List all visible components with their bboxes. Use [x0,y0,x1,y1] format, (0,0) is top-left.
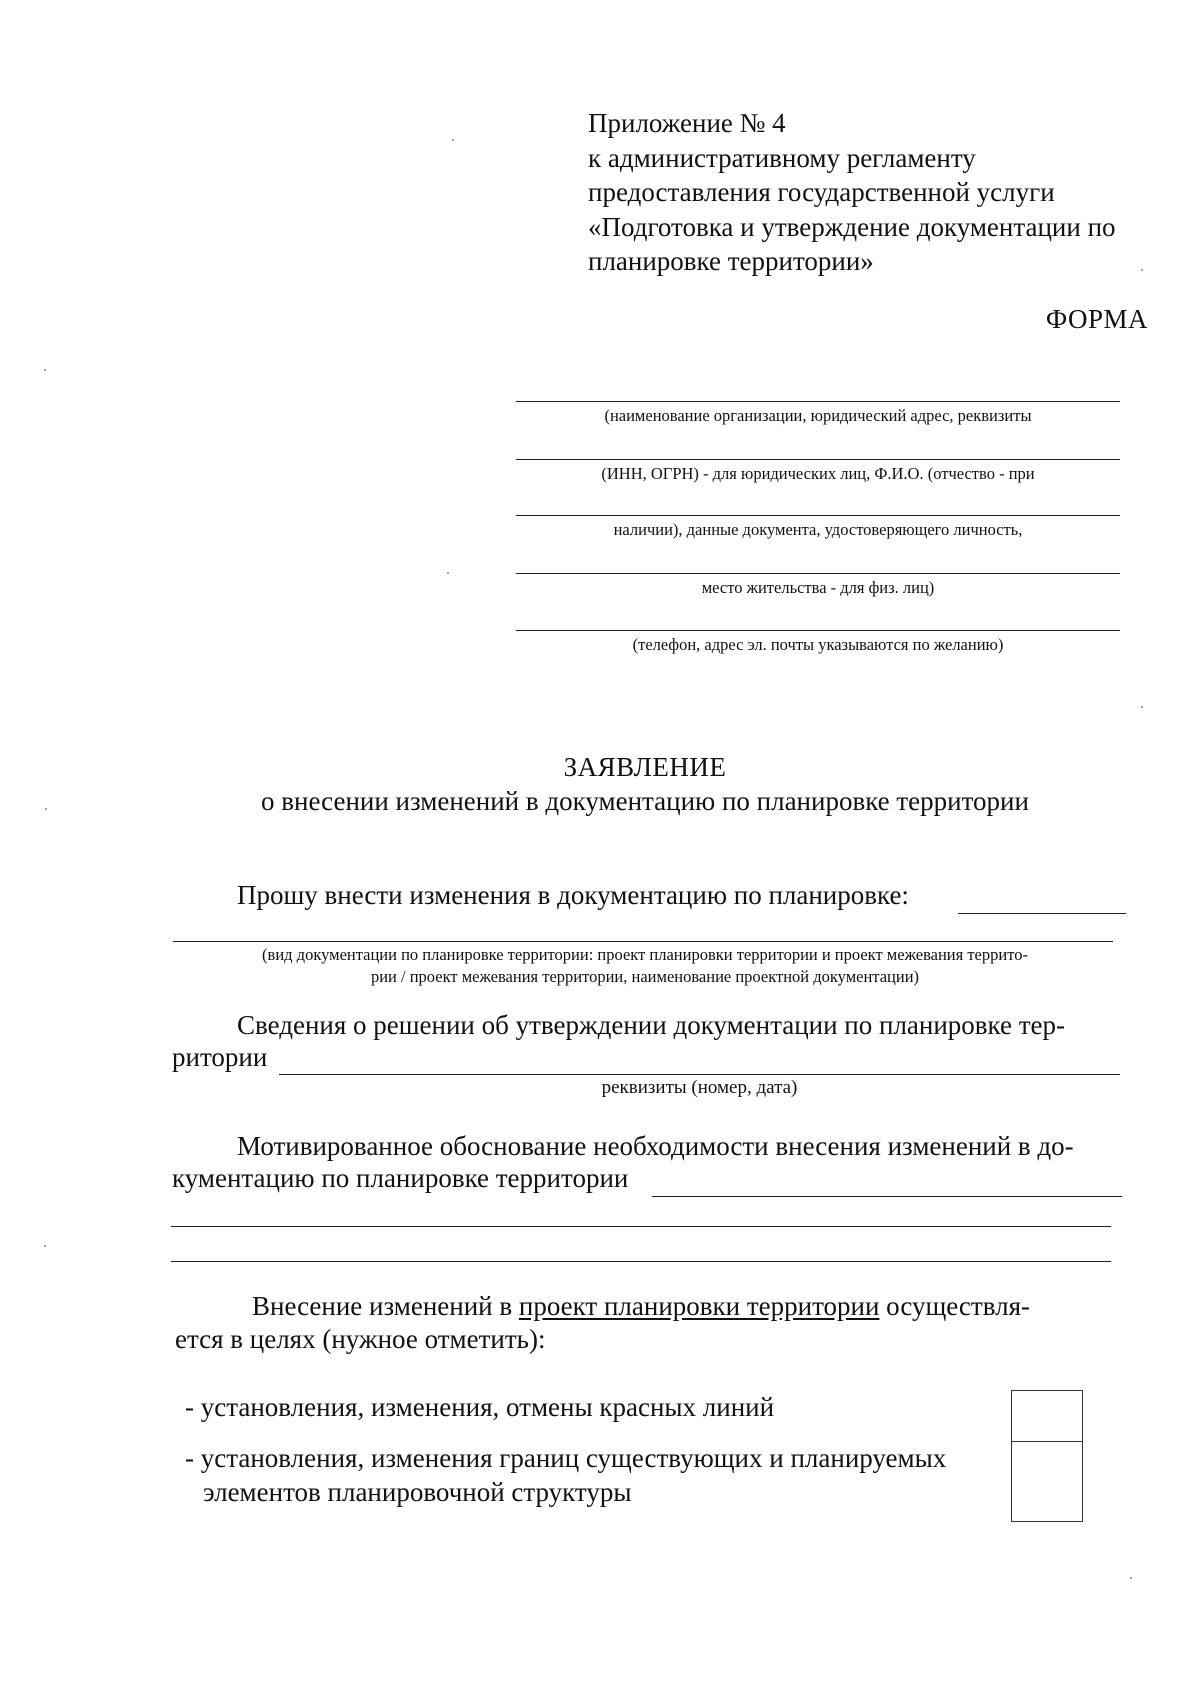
request-hint: рии / проект межевания территории, наименование проектной документации) [370,967,920,986]
applicant-field-line[interactable] [516,401,1120,402]
purpose-text-2: ется в целях (нужное отметить): [175,1324,546,1354]
appendix-line: планировке территории» [588,246,874,276]
scan-speck [44,369,46,371]
appendix-line: Приложение № 4 [588,108,786,138]
request-hint: (вид документации по планировке территории: проект планировки территории и проект межевания террито- [262,945,1028,964]
applicant-hint: (телефон, адрес эл. почты указываются по желанию) [632,635,1004,654]
option-checkbox-boundaries[interactable] [1011,1441,1083,1522]
appendix-header [588,106,1116,279]
applicant-hint: (наименование организации, юридический адрес, реквизиты [604,406,1032,425]
form-label: ФОРМА [1045,304,1148,334]
motivation-field-line[interactable] [652,1196,1122,1197]
scan-speck [44,1245,46,1247]
applicant-hint: наличии), данные документа, удостоверяющего личность, [613,520,1023,539]
decision-field-line[interactable] [279,1074,1120,1075]
motivation-text: кументацию по планировке территории [172,1163,629,1193]
applicant-field-line[interactable] [516,515,1120,516]
purpose-prefix: Внесение изменений в [252,1291,519,1321]
applicant-field-line[interactable] [516,459,1120,460]
scan-speck [45,808,47,810]
decision-text: ритории [172,1042,268,1072]
option-label: - установления, изменения, отмены красных линий [185,1392,775,1422]
scan-speck [1141,706,1143,708]
document-subtitle: о внесении изменений в документацию по планировке территории [261,786,1029,816]
purpose-text [252,1291,1030,1322]
scan-speck [1141,269,1143,271]
option-label: - установления, изменения границ существующих и планируемых [185,1443,947,1473]
scan-speck [447,572,449,574]
option-checkbox-red-lines[interactable] [1011,1390,1083,1444]
appendix-line: к административному регламенту [588,142,976,173]
applicant-hint: место жительства - для физ. лиц) [701,578,935,597]
purpose-underlined: проект планировки территории [518,1291,880,1321]
decision-hint: реквизиты (номер, дата) [601,1077,798,1098]
scan-speck [1130,1577,1132,1579]
scan-speck [452,139,454,141]
applicant-field-line[interactable] [516,573,1120,574]
request-text: Прошу внести изменения в документацию по планировке: [237,880,909,910]
decision-text: Сведения о решении об утверждении документации по планировке тер- [237,1010,1066,1040]
option-label: элементов планировочной структуры [203,1477,632,1507]
document-title: ЗАЯВЛЕНИЕ [563,752,727,782]
purpose-suffix: осуществля- [879,1291,1030,1321]
motivation-field-line[interactable] [171,1226,1111,1227]
applicant-hint: (ИНН, ОГРН) - для юридических лиц, Ф.И.О. (отчество - при [601,464,1035,483]
request-field-line[interactable] [958,913,1126,914]
appendix-line: «Подготовка и утверждение документации по [588,211,1116,242]
request-field-line-2[interactable] [173,941,1113,942]
motivation-text: Мотивированное обоснование необходимости внесения изменений в до- [237,1131,1074,1161]
appendix-line: предоставления государственной услуги [588,177,1055,207]
applicant-field-line[interactable] [516,630,1120,631]
motivation-field-line[interactable] [171,1261,1111,1262]
